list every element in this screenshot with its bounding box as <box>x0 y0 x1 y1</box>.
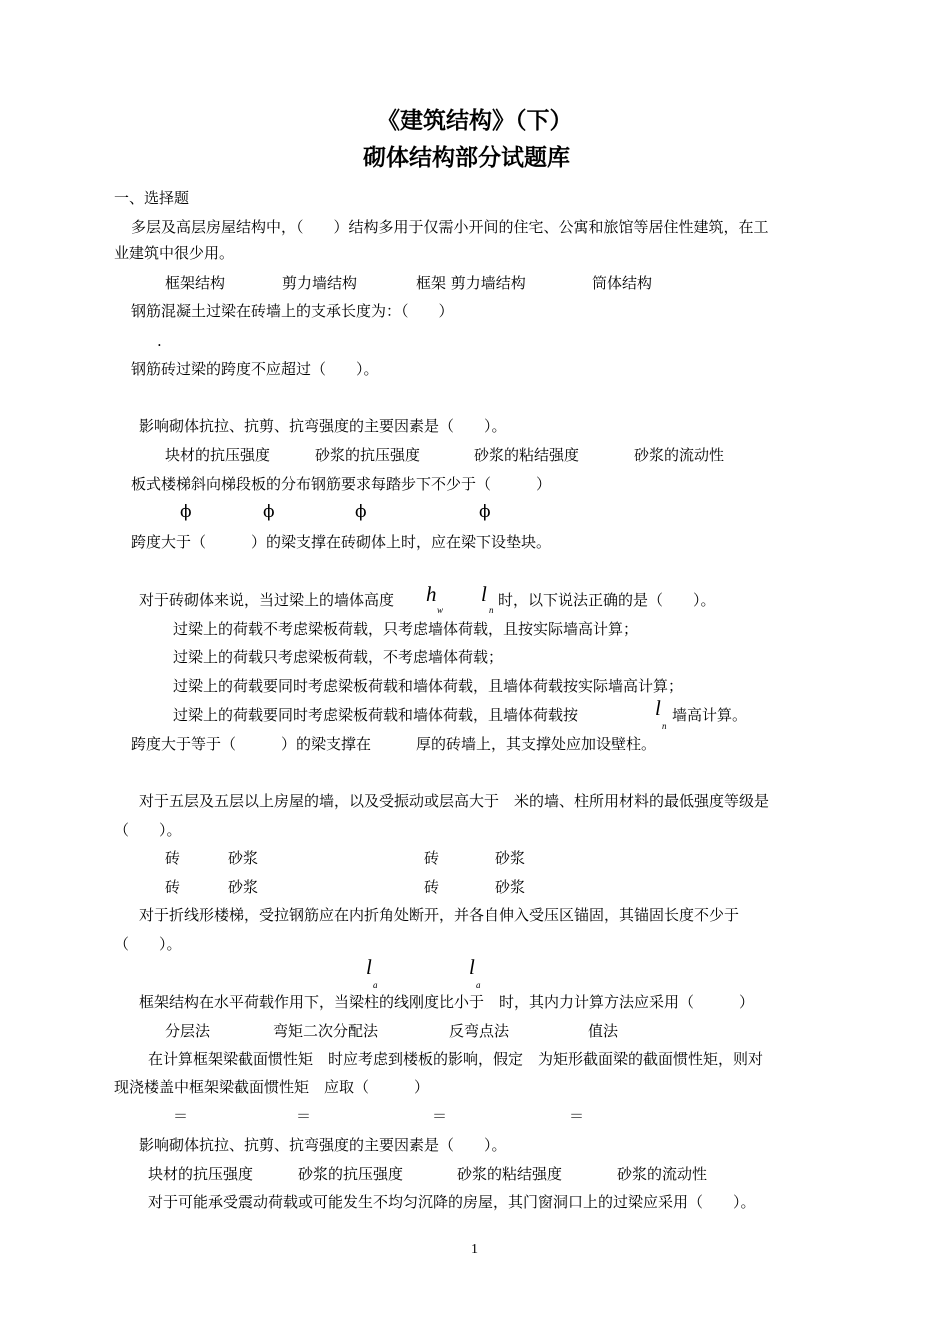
q9-option: 砖 <box>424 849 440 867</box>
q4-option: 砂浆的抗压强度 <box>315 446 421 464</box>
phi-symbol: ϕ <box>355 502 367 522</box>
q9-option: 砖 <box>424 878 440 896</box>
subscript-a: a <box>476 980 481 990</box>
q9-option: 砖 <box>165 849 181 867</box>
subscript-a: a <box>373 980 378 990</box>
q1-option: 筒体结构 <box>592 274 653 292</box>
q2-text: 钢筋混凝土过梁在砖墙上的支承长度为：（ ） <box>131 302 454 320</box>
doc-subtitle: 砌体结构部分试题库 <box>363 145 570 171</box>
symbol-l: l <box>469 955 475 979</box>
q1-line2: 业建筑中很少用。 <box>114 244 235 262</box>
q4-option: 块材的抗压强度 <box>165 446 271 464</box>
phi-symbol: ϕ <box>180 502 192 522</box>
q5-text: 板式楼梯斜向梯段板的分布钢筋要求每踏步下不少于（ ） <box>131 475 552 493</box>
q7-text: 对于砖砌体来说，当过梁上的墙体高度 <box>139 591 395 609</box>
q1-option: 剪力墙结构 <box>282 274 358 292</box>
q7-option: 过梁上的荷载不考虑梁板荷载，只考虑墙体荷载，且按实际墙高计算； <box>173 620 639 638</box>
q11-option: 分层法 <box>165 1022 211 1040</box>
q9-line2: （ ）。 <box>114 821 182 839</box>
q9-option: 砂浆 <box>495 849 526 867</box>
q11-option: 弯矩二次分配法 <box>273 1022 379 1040</box>
phi-symbol: ϕ <box>479 502 491 522</box>
page-number: 1 <box>471 1242 478 1257</box>
q12-line1: 在计算框架梁截面惯性矩 时应考虑到楼板的影响，假定 为矩形截面梁的截面惯性矩，则对 <box>148 1050 764 1068</box>
q13-text: 影响砌体抗拉、抗剪、抗弯强度的主要因素是（ ）。 <box>139 1136 507 1154</box>
q7-option: 过梁上的荷载要同时考虑梁板荷载和墙体荷载，且墙体荷载按 <box>173 706 579 724</box>
q1-line1: 多层及高层房屋结构中，（ ）结构多用于仅需小开间的住宅、公寓和旅馆等居住性建筑，在工 <box>131 218 769 236</box>
symbol-l: l <box>481 582 487 606</box>
q11-option: 值法 <box>588 1022 619 1040</box>
q12-option: ＝ <box>296 1107 312 1125</box>
q11-text: 框架结构在水平荷载作用下，当梁柱的线刚度比小于 时，其内力计算方法应采用（ ） <box>139 993 755 1011</box>
subscript-w: w <box>437 605 444 615</box>
q12-option: ＝ <box>432 1107 448 1125</box>
q13-option: 砂浆的粘结强度 <box>457 1165 563 1183</box>
q9-option: 砖 <box>165 878 181 896</box>
symbol-l: l <box>655 696 661 720</box>
q12-option: ＝ <box>569 1107 585 1125</box>
q3-text: 钢筋砖过梁的跨度不应超过（ ）。 <box>131 360 379 378</box>
q8-text: 跨度大于等于（ ）的梁支撑在 厚的砖墙上，其支撑处应加设壁柱。 <box>131 735 657 753</box>
section-heading: 一、选择题 <box>114 189 190 207</box>
q9-option: 砂浆 <box>495 878 526 896</box>
symbol-h: h <box>426 582 437 606</box>
symbol-l: l <box>366 955 372 979</box>
q12-option: ＝ <box>173 1107 189 1125</box>
q13-option: 块材的抗压强度 <box>148 1165 254 1183</box>
q9-option: 砂浆 <box>228 878 259 896</box>
q7-option: 墙高计算。 <box>672 706 748 724</box>
q9-option: 砂浆 <box>228 849 259 867</box>
q9-line1: 对于五层及五层以上房屋的墙，以及受振动或层高大于 米的墙、柱所用材料的最低强度等级是 <box>139 792 770 810</box>
q6-text: 跨度大于（ ）的梁支撑在砖砌体上时，应在梁下设垫块。 <box>131 533 552 551</box>
q11-option: 反弯点法 <box>449 1022 510 1040</box>
q7-text: 时，以下说法正确的是（ ）。 <box>498 591 716 609</box>
q13-option: 砂浆的流动性 <box>617 1165 708 1183</box>
subscript-n: n <box>489 605 494 615</box>
doc-title: 《建筑结构》（下） <box>377 108 573 134</box>
q1-option: 框架 剪力墙结构 <box>416 274 526 292</box>
q1-option: 框架结构 <box>165 274 226 292</box>
q4-option: 砂浆的粘结强度 <box>474 446 580 464</box>
subscript-n: n <box>662 721 667 731</box>
q12-line2: 现浇楼盖中框架梁截面惯性矩 应取（ ） <box>114 1078 430 1096</box>
phi-symbol: ϕ <box>263 502 275 522</box>
q14-text: 对于可能承受震动荷载或可能发生不均匀沉降的房屋，其门窗洞口上的过梁应采用（ ）。 <box>148 1193 756 1211</box>
q13-option: 砂浆的抗压强度 <box>298 1165 404 1183</box>
q4-option: 砂浆的流动性 <box>634 446 725 464</box>
q7-option: 过梁上的荷载要同时考虑梁板荷载和墙体荷载，且墙体荷载按实际墙高计算； <box>173 677 684 695</box>
q7-option: 过梁上的荷载只考虑梁板荷载，不考虑墙体荷载； <box>173 648 504 666</box>
q10-line2: （ ）。 <box>114 935 182 953</box>
q2-dot: . <box>157 332 162 350</box>
q4-text: 影响砌体抗拉、抗剪、抗弯强度的主要因素是（ ）。 <box>139 417 507 435</box>
q10-line1: 对于折线形楼梯，受拉钢筋应在内折角处断开，并各自伸入受压区锚固，其锚固长度不少于 <box>139 906 740 924</box>
